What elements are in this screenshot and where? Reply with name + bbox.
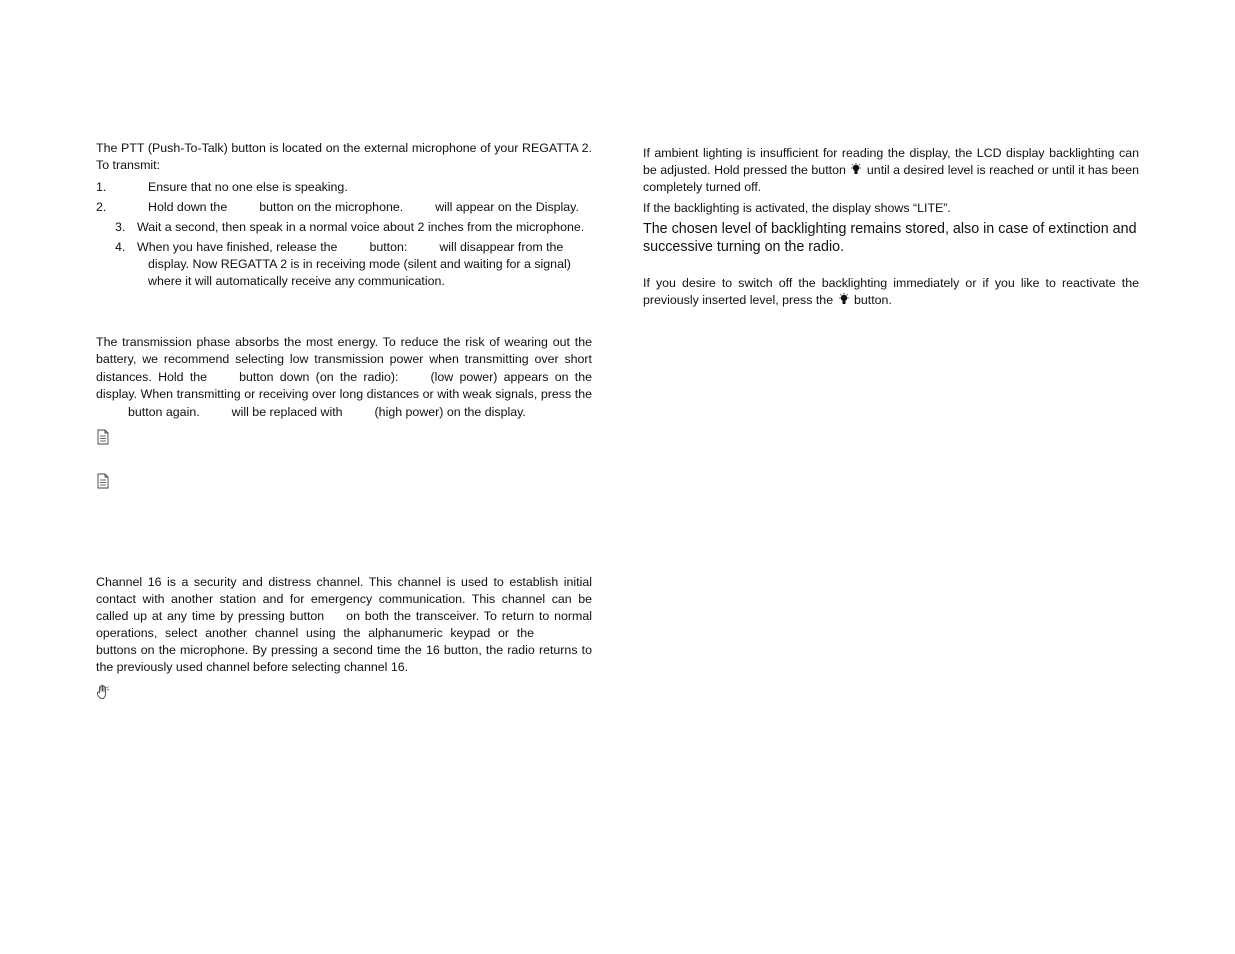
step-number: 3.: [115, 220, 126, 234]
hand-icon: [96, 684, 110, 700]
power-text-2: button down (on the radio):: [239, 369, 399, 384]
step-text: Wait a second, then speak in a normal voice about 2 inches from the microphone.: [137, 220, 585, 234]
power-paragraph: [96, 334, 592, 421]
backlight-text-2: until a desired level is reached or until it has been completely turned off.: [643, 163, 1139, 194]
step-2: [96, 199, 592, 216]
step-text-b: button on the microphone.: [259, 200, 404, 214]
channel16-text-3: buttons on the microphone. By pressing a second time the 16 button, the radio returns to the previously used channel before selecting channel 16.: [96, 643, 592, 675]
step-3: [96, 219, 592, 236]
step-number: 4.: [115, 240, 126, 254]
channel16-text-1: Channel 16 is a security and distress channel. This channel is used to establish initial contact with another station and for emergency communication. This channel can be called up at any time by pressing button: [96, 575, 592, 624]
step-number: 2.: [96, 200, 107, 214]
switch-off-text-2: button.: [854, 293, 892, 307]
bulb-icon: [851, 163, 861, 175]
bulb-icon: [839, 293, 849, 305]
step-text: Hold down the: [148, 200, 228, 214]
channel16-paragraph: [96, 574, 592, 676]
step-text-c: will disappear from the display. Now REGATTA 2 is in receiving mode (silent and waiting for a signal) where it will automatically receive any communication.: [148, 240, 571, 288]
channel16-text-2: on both the transceiver. To return to normal operations, select another channel using the alphanumeric keypad or the: [96, 609, 593, 641]
backlight-paragraph: [643, 145, 1139, 196]
switch-off-paragraph: [643, 275, 1139, 309]
step-text-c: will appear on the Display.: [435, 200, 579, 214]
step-text-b: button:: [369, 240, 408, 254]
step-text: When you have finished, release the: [137, 240, 338, 254]
lite-paragraph: If the backlighting is activated, the display shows “LITE”.: [643, 201, 951, 215]
power-text-3: (low power) appears on the display. When transmitting or receiving over long distances or with weak signals, press the: [96, 369, 592, 402]
transmit-steps: [96, 179, 592, 290]
power-text-1: The transmission phase absorbs the most energy. To reduce the risk of wearing out the battery, we recommend selecting low transmission power when transmitting over short distances. Hold the: [96, 335, 592, 384]
power-text-6: (high power) on the display.: [374, 404, 526, 419]
step-text: Ensure that no one else is speaking.: [148, 180, 348, 194]
note-icon: [96, 473, 110, 489]
switch-off-text-1: If you desire to switch off the backlighting immediately or if you like to reactivate the previously inserted level, press the: [643, 276, 1139, 307]
note-icon: [96, 429, 110, 445]
left-column: [96, 140, 592, 700]
backlight-text-1: If ambient lighting is insufficient for reading the display, the LCD display backlighting can be adjusted. Hold pressed the button: [643, 146, 1139, 177]
step-1: [96, 179, 592, 196]
step-number: 1.: [96, 180, 107, 194]
level-stored-paragraph: The chosen level of backlighting remains stored, also in case of extinction and successive turning on the radio.: [643, 221, 1137, 255]
power-text-4: button again.: [128, 404, 200, 419]
power-text-5: will be replaced with: [231, 404, 343, 419]
step-4: [96, 239, 592, 290]
right-column: [643, 145, 1139, 309]
ptt-intro: The PTT (Push-To-Talk) button is located on the external microphone of your REGATTA 2. To transmit:: [96, 141, 592, 172]
